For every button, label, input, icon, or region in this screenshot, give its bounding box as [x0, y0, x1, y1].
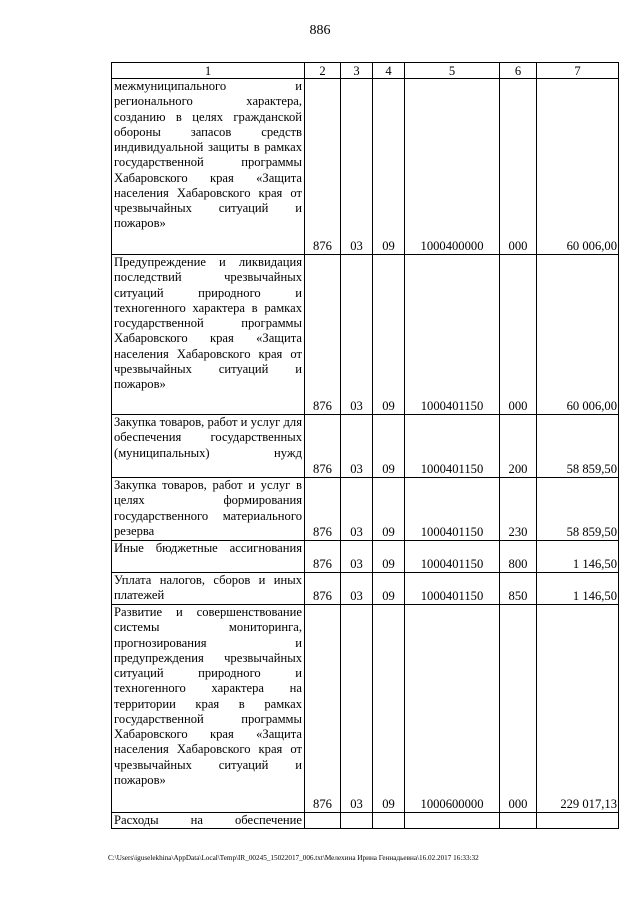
row-description: Развитие и совершенствование системы мониторинга, прогнозирования и предупреждения чрезвычайных ситуаций природного и техногенного характера на территории края в рамках государственной программы Хабаровского края «Защита населения Хабаровского края от чрезвычайных ситуаций и пожаров» — [112, 605, 305, 813]
table-header-row — [112, 63, 619, 79]
row-description: Расходы на обеспечение — [112, 813, 305, 829]
cell-expense-type: 850 — [500, 573, 537, 605]
cell-target-article: 1000401150 — [405, 541, 500, 573]
column-header: 4 — [373, 63, 405, 79]
cell-amount: 58 859,50 — [537, 415, 619, 478]
cell-amount: 60 006,00 — [537, 79, 619, 255]
cell-target-article: 1000401150 — [405, 573, 500, 605]
cell-amount: 229 017,13 — [537, 605, 619, 813]
cell-section: 03 — [341, 605, 373, 813]
row-description: Закупка товаров, работ и услуг в целях формирования государственного материального резерва — [112, 478, 305, 541]
cell-ministry: 876 — [305, 478, 341, 541]
cell-ministry: 876 — [305, 573, 341, 605]
table-row — [112, 573, 619, 605]
column-header: 7 — [537, 63, 619, 79]
cell-target-article — [405, 813, 500, 829]
cell-amount: 1 146,50 — [537, 541, 619, 573]
column-header: 2 — [305, 63, 341, 79]
page-number: 886 — [309, 23, 331, 38]
cell-ministry: 876 — [305, 255, 341, 415]
cell-target-article: 1000401150 — [405, 415, 500, 478]
cell-subsection: 09 — [373, 79, 405, 255]
cell-expense-type: 200 — [500, 415, 537, 478]
budget-table — [111, 62, 619, 829]
table-row — [112, 79, 619, 255]
cell-expense-type: 000 — [500, 255, 537, 415]
cell-section: 03 — [341, 573, 373, 605]
cell-section: 03 — [341, 541, 373, 573]
cell-subsection — [373, 813, 405, 829]
row-description: межмуниципального и регионального характера, созданию в целях гражданской обороны запасов средств индивидуальной защиты в рамках государственной программы Хабаровского края «Защита населения Хабаровского края от чрезвычайных ситуаций и пожаров» — [112, 79, 305, 255]
column-header: 6 — [500, 63, 537, 79]
cell-expense-type: 000 — [500, 605, 537, 813]
row-description: Иные бюджетные ассигнования — [112, 541, 305, 573]
cell-ministry: 876 — [305, 541, 341, 573]
table-row — [112, 415, 619, 478]
cell-amount: 58 859,50 — [537, 478, 619, 541]
column-header: 1 — [112, 63, 305, 79]
document-footer-path: C:\Users\iguselekhina\AppData\Local\Temp\IR_00245_15022017_006.txt\Мелехина Ирина Геннадьевна\16.02.2017 16:33:32 — [108, 854, 479, 862]
cell-ministry: 876 — [305, 605, 341, 813]
cell-section — [341, 813, 373, 829]
cell-section: 03 — [341, 415, 373, 478]
column-header: 5 — [405, 63, 500, 79]
cell-subsection: 09 — [373, 605, 405, 813]
row-description: Закупка товаров, работ и услуг для обеспечения государственных (муниципальных) нужд — [112, 415, 305, 478]
cell-ministry: 876 — [305, 79, 341, 255]
table-row — [112, 813, 619, 829]
cell-section: 03 — [341, 255, 373, 415]
cell-ministry: 876 — [305, 415, 341, 478]
cell-ministry — [305, 813, 341, 829]
cell-section: 03 — [341, 478, 373, 541]
cell-amount — [537, 813, 619, 829]
cell-section: 03 — [341, 79, 373, 255]
cell-subsection: 09 — [373, 541, 405, 573]
row-description: Предупреждение и ликвидация последствий чрезвычайных ситуаций природного и техногенного характера в рамках государственной программы Хабаровского края «Защита населения Хабаровского края от чрезвычайных ситуаций и пожаров» — [112, 255, 305, 415]
cell-expense-type: 800 — [500, 541, 537, 573]
cell-amount: 60 006,00 — [537, 255, 619, 415]
cell-expense-type: 000 — [500, 79, 537, 255]
table-row — [112, 541, 619, 573]
cell-subsection: 09 — [373, 573, 405, 605]
cell-subsection: 09 — [373, 255, 405, 415]
cell-target-article: 1000401150 — [405, 478, 500, 541]
table-row — [112, 255, 619, 415]
cell-subsection: 09 — [373, 415, 405, 478]
column-header: 3 — [341, 63, 373, 79]
cell-subsection: 09 — [373, 478, 405, 541]
table-row — [112, 605, 619, 813]
row-description: Уплата налогов, сборов и иных платежей — [112, 573, 305, 605]
cell-target-article: 1000400000 — [405, 79, 500, 255]
cell-target-article: 1000401150 — [405, 255, 500, 415]
table-row — [112, 478, 619, 541]
cell-expense-type — [500, 813, 537, 829]
cell-expense-type: 230 — [500, 478, 537, 541]
cell-amount: 1 146,50 — [537, 573, 619, 605]
cell-target-article: 1000600000 — [405, 605, 500, 813]
